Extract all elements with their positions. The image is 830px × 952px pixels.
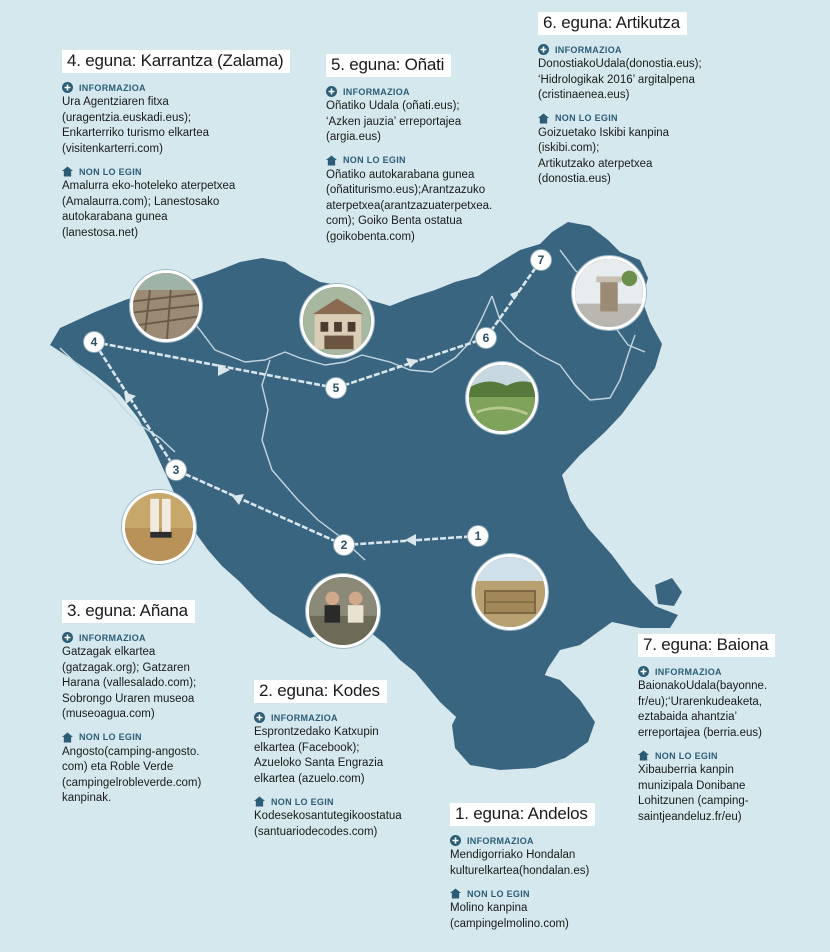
info-text: Esprontzedako Katxupin elkartea (Facebook); Azueloko Santa Engrazia elkartea (azuelo.com) bbox=[254, 726, 384, 785]
sleep-text: Goizuetako Iskibi kanpina (iskibi.com); Artikutzako aterpetxea (donostia.eus) bbox=[538, 126, 670, 185]
photo-kodes-people bbox=[306, 574, 380, 648]
sleep-text: Xibauberria kanpin munizipala Donibane Lohitzunen (camping- saintjeandeluz.fr/eu) bbox=[638, 764, 749, 823]
info-label: INFORMAZIOA bbox=[655, 666, 722, 677]
sleep-label: NON LO EGIN bbox=[343, 155, 406, 165]
photo-anana-salt-water bbox=[122, 490, 196, 564]
sleep-label: NON LO EGIN bbox=[79, 732, 142, 742]
house-icon bbox=[62, 166, 73, 177]
info-text: BaionakoUdala(bayonne. fr/eu);‘Urarenkudeaketa, eztabaida ahantzia’ erreportajea (berria.eus) bbox=[638, 680, 768, 739]
stage-title: 7. eguna: Baiona bbox=[638, 634, 775, 657]
house-icon bbox=[254, 796, 265, 807]
sleep-label: NON LO EGIN bbox=[655, 750, 718, 761]
stage-title: 1. eguna: Andelos bbox=[450, 803, 595, 826]
stage-marker-3[interactable]: 3 bbox=[165, 459, 187, 481]
stage-title: 5. eguna: Oñati bbox=[326, 54, 451, 77]
stage-card-4 bbox=[62, 50, 292, 241]
info-label: INFORMAZIOA bbox=[79, 632, 146, 643]
plus-circle-icon bbox=[450, 835, 461, 846]
stage-marker-1[interactable]: 1 bbox=[467, 525, 489, 547]
stage-card-6 bbox=[538, 12, 768, 188]
info-text: DonostiakoUdala(donostia.eus); ‘Hidrologikak 2016’ argitalpena (cristinaenea.eus) bbox=[538, 58, 702, 101]
enclave bbox=[655, 578, 682, 606]
stage-title: 4. eguna: Karrantza (Zalama) bbox=[62, 50, 290, 73]
house-icon bbox=[62, 732, 73, 743]
info-label: INFORMAZIOA bbox=[271, 712, 338, 723]
info-label: INFORMAZIOA bbox=[467, 835, 534, 846]
sleep-label: NON LO EGIN bbox=[467, 888, 530, 899]
info-text: Oñatiko Udala (oñati.eus); ‘Azken jauzia’ erreportajea (argia.eus) bbox=[326, 100, 462, 143]
sleep-label: NON LO EGIN bbox=[271, 796, 334, 807]
stage-marker-2[interactable]: 2 bbox=[333, 534, 355, 556]
photo-karrantza-salt-flats bbox=[130, 270, 202, 342]
info-label: INFORMAZIOA bbox=[343, 86, 410, 97]
photo-onati-building bbox=[300, 284, 374, 358]
plus-circle-icon bbox=[326, 86, 337, 97]
info-text: Gatzagak elkartea (gatzagak.org); Gatzaren Harana (vallesalado.com); Sobrongo Uraren museoa (museoagua.com) bbox=[62, 646, 197, 720]
sleep-text: Oñatiko autokarabana gunea (oñatiturismo.eus);Arantzazuko aterpetxea(arantzazuaterpetxea. com); Goiko Benta ostatua (goikobenta.com) bbox=[326, 168, 493, 243]
sleep-text: Angosto(camping-angosto. com) eta Roble Verde (campingelrobleverde.com) kanpinak. bbox=[62, 745, 202, 804]
stage-marker-7[interactable]: 7 bbox=[530, 249, 552, 271]
house-icon bbox=[326, 155, 337, 166]
plus-circle-icon bbox=[538, 44, 549, 55]
photo-andelos-ruins bbox=[472, 554, 548, 630]
stage-title: 2. eguna: Kodes bbox=[254, 680, 387, 703]
plus-circle-icon bbox=[62, 632, 73, 643]
stage-card-5 bbox=[326, 54, 526, 245]
stage-marker-6[interactable]: 6 bbox=[475, 327, 497, 349]
info-text: Ura Agentziaren fitxa (uragentzia.euskadi.eus); Enkarterriko turismo elkartea (visitenkarterri.com) bbox=[62, 96, 209, 155]
photo-baiona-fountain bbox=[572, 256, 646, 330]
house-icon bbox=[450, 888, 461, 899]
info-label: INFORMAZIOA bbox=[79, 82, 146, 93]
plus-circle-icon bbox=[62, 82, 73, 93]
stage-marker-5[interactable]: 5 bbox=[325, 377, 347, 399]
stage-title: 3. eguna: Añana bbox=[62, 600, 195, 623]
sleep-label: NON LO EGIN bbox=[555, 113, 618, 123]
info-label: INFORMAZIOA bbox=[555, 44, 622, 55]
sleep-text: Molino kanpina (campingelmolino.com) bbox=[450, 902, 569, 930]
photo-artikutza-valley bbox=[466, 362, 538, 434]
stage-card-7 bbox=[638, 634, 818, 825]
info-text: Mendigorriako Hondalan kulturelkartea(hondalan.es) bbox=[450, 849, 590, 877]
stage-marker-4[interactable]: 4 bbox=[83, 331, 105, 353]
stage-card-3 bbox=[62, 600, 272, 807]
stage-title: 6. eguna: Artikutza bbox=[538, 12, 687, 35]
plus-circle-icon bbox=[638, 666, 649, 677]
plus-circle-icon bbox=[254, 712, 265, 723]
sleep-text: Kodesekosantutegikoostatua (santuariodecodes.com) bbox=[254, 810, 402, 838]
house-icon bbox=[538, 113, 549, 124]
stage-card-1 bbox=[450, 803, 650, 932]
sleep-label: NON LO EGIN bbox=[79, 166, 142, 177]
sleep-text: Amalurra eko-hoteleko aterpetxea (Amalaurra.com); Lanestosako autokarabana gunea (lanestosa.net) bbox=[62, 180, 236, 239]
house-icon bbox=[638, 750, 649, 761]
stage-card-2 bbox=[254, 680, 454, 840]
